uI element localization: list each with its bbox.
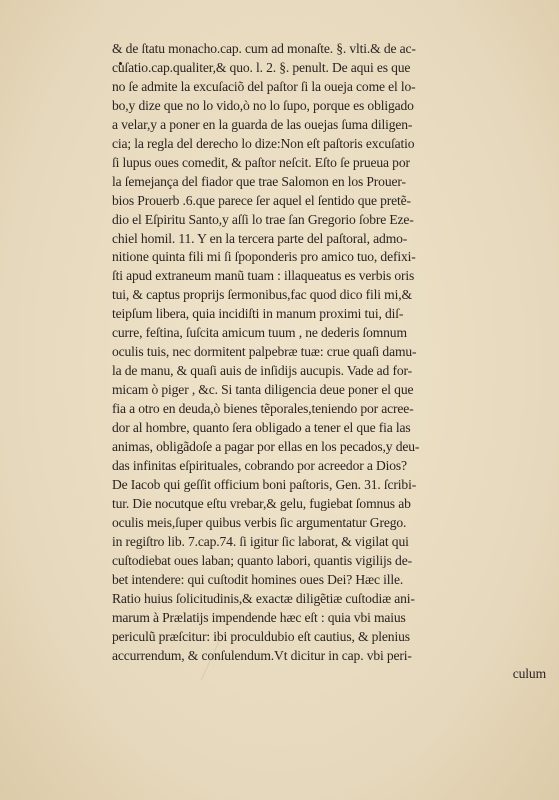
text-line: tui, & captus proprijs ſermonibus,fac quod dico fili mi,& [112,287,412,303]
text-line: curre, feſtina, ſuſcita amicum tuum , ne dederis ſomnum [112,325,407,341]
text-line: a velar,y a poner en la guarda de las ouejas ſuma diligen- [112,116,413,132]
text-line: & de ſtatu monacho.cap. cum ad monaſte. §. vlti.& de ac- [112,41,416,56]
text-line: nitione quinta fili mi ſi ſpoponderis pro amico tuo, defixi- [112,249,416,265]
text-line: ſti apud extraneum manũ tuam : illaqueatus es verbis oris [112,268,415,284]
text-line: cuſtodiebat oues laban; quanto labori, quantis vigilijs de- [112,552,412,568]
text-line: oculis meis,ſuper quibus verbis ſic argumentatur Grego. [112,514,407,530]
text-line: periculũ præſcitur: ibi proculdubio eſt cautius, & plenius [112,628,410,644]
text-line: dor al hombre, quanto ſera obligado a tener el que fia las [112,420,411,436]
text-line: no ſe admite la excuſaciõ del paſtor ſi la oueja come el lo- [112,78,416,94]
text-line: fia a otro en deuda,ò bienes tẽporales,teniendo por acree- [112,401,414,417]
text-line: das infinitas eſpirituales, cobrando por acreedor a Dios? [112,457,407,473]
catchword: culum [512,666,546,682]
text-line: dio el Eſpiritu Santo,y aſſi lo trae ſan Gregorio ſobre Eze- [112,211,414,227]
text-line: ſi lupus oues comedit, & paſtor neſcit. Eſto ſe prueua por [112,154,410,170]
text-line: Ratio huius ſolicitudinis,& exactæ diligẽtiæ cuſtodiæ ani- [112,590,415,606]
text-line: la de manu, & quaſi auis de inſidijs aucupis. Vade ad for- [112,363,412,379]
text-line: bo,y dize que no lo vido,ò no lo ſupo, porque es obligado [112,97,414,113]
text-line: cia; la regla del derecho lo dize:Non eſt paſtoris excuſatio [112,135,415,151]
text-line: cuſatio.cap.qualiter,& quo. l. 2. §. penult. De aqui es que [112,59,411,75]
text-line: teipſum libera, quia incidiſti in manum proximi tui, diſ- [112,306,404,322]
body-text [112,40,552,684]
text-line: De Iacob qui geſſit officium boni paſtoris, Gen. 31. ſcribi- [112,476,417,492]
text-line: marum à Prælatijs impendende hæc eſt : quia vbi maius [112,609,406,625]
text-line: animas, obligãdoſe a pagar por ellas en los pecados,y deu- [112,439,420,455]
text-line: accurrendum, & conſulendum.Vt dicitur in cap. vbi peri- [112,647,412,663]
text-line: in regiſtro lib. 7.cap.74. ſi igitur ſic laborat, & vigilat qui [112,533,409,549]
text-line: bet intendere: qui cuſtodit homines oues Dei? Hæc ille. [112,571,404,587]
text-line: chiel homil. 11. Y en la tercera parte del paſtoral, admo- [112,230,408,246]
text-line: tur. Die nocutque eſtu vrebar,& gelu, fugiebat ſomnus ab [112,495,411,511]
text-line: micam ò piger , &c. Si tanta diligencia deue poner el que [112,382,414,398]
text-line: la ſemejança del fiador que trae Salomon en los Prouer- [112,173,406,189]
text-line: bios Prouerb .6.que parece ſer aquel el ſentido que pretẽ- [112,192,411,208]
text-line: oculis tuis, nec dormitent palpebræ tuæ: crue quaſi damu- [112,344,417,360]
